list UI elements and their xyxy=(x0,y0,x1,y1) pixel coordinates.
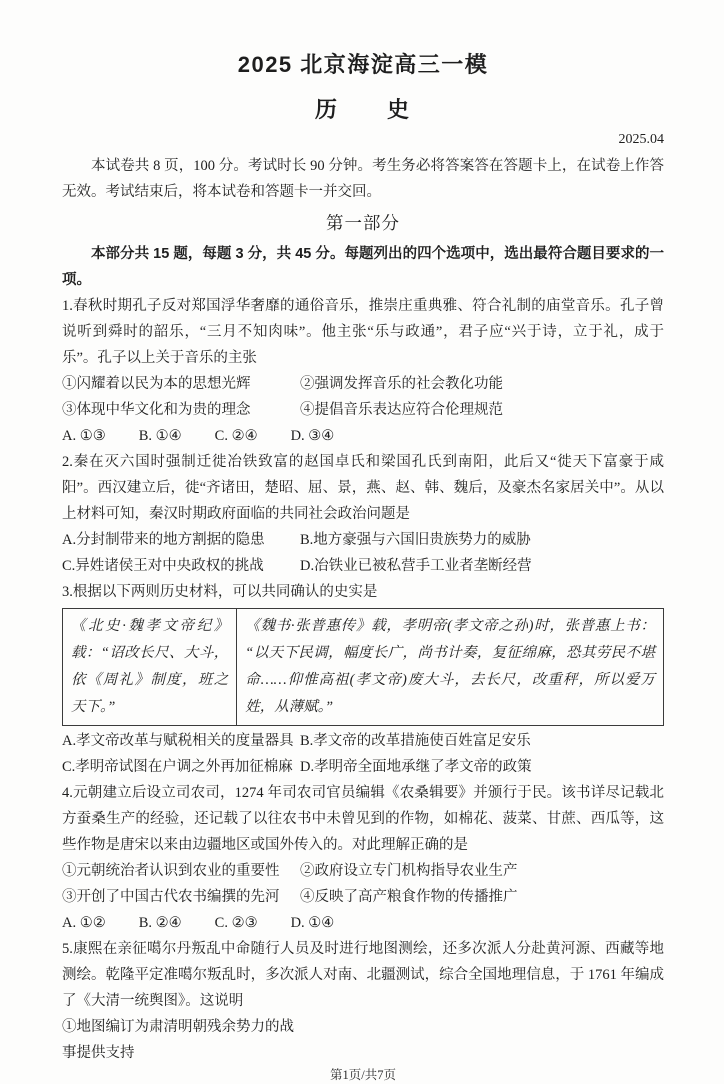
exam-note: 本试卷共 8 页，100 分。考试时长 90 分钟。考生务必将答案答在答题卡上，在试卷上作答无效。考试结束后，将本试卷和答题卡一并交回。 xyxy=(62,158,664,200)
material-table xyxy=(62,608,664,726)
choice-c: C. ②③ xyxy=(214,915,258,931)
question-4-sub-options xyxy=(62,858,664,910)
choice-d: D. ①④ xyxy=(290,915,335,931)
question-5-stem: 5.康熙在亲征噶尔丹叛乱中命随行人员及时进行地图测绘，还多次派人分赴黄河源、西藏等地测绘。乾隆平定准噶尔叛乱时，多次派人对南、北疆测试，综合全国地理信息，于 1761 年编成了《大清一统舆图》。这说明 xyxy=(62,941,664,1009)
choice-a: A.分封制带来的地方割据的隐患 xyxy=(62,532,265,548)
question-1 xyxy=(62,293,664,449)
question-3-choices xyxy=(62,728,664,780)
page-footer: 第1页/共7页 xyxy=(330,1068,396,1082)
sub-option: ②政府设立专门机构指导农业生产 xyxy=(300,863,518,879)
question-3 xyxy=(62,579,664,780)
question-2 xyxy=(62,449,664,579)
choice-d: D.冶铁业已被私营手工业者垄断经营 xyxy=(300,558,532,574)
subject-title: 历 史 xyxy=(314,97,411,122)
question-1-sub-options xyxy=(62,371,664,423)
question-4 xyxy=(62,780,664,936)
sub-option: ④反映了高产粮食作物的传播推广 xyxy=(300,889,518,905)
section-title: 第一部分 xyxy=(326,213,400,233)
question-1-choices xyxy=(62,423,664,449)
sub-option: ①闪耀着以民为本的思想光辉 xyxy=(62,376,251,392)
exam-date: 2025.04 xyxy=(618,132,664,147)
material-cell-left: 《北史·魏孝文帝纪》载：“诏改长尺、大斗，依《周礼》制度，班之天下。” xyxy=(63,609,237,726)
choice-b: B.地方豪强与六国旧贵族势力的威胁 xyxy=(300,532,531,548)
question-5 xyxy=(62,936,664,1066)
sub-option: ①元朝统治者认识到农业的重要性 xyxy=(62,863,280,879)
choice-d: D.孝明帝全面地承继了孝文帝的政策 xyxy=(300,759,532,775)
material-cell-right: 《魏书·张普惠传》载，孝明帝(孝文帝之孙)时，张普惠上书：“以天下民调，幅度长广，尚书计奏，复征绵麻，恐其劳民不堪命……仰惟高祖(孝文帝)废大斗，去长尺，改重秤，所以爱万姓，从薄赋。” xyxy=(237,609,664,726)
choice-c: C.孝明帝试图在户调之外再加征棉麻 xyxy=(62,759,293,775)
choice-b: B. ①④ xyxy=(138,428,182,444)
choice-d: D. ③④ xyxy=(290,428,335,444)
choice-a: A.孝文帝改革与赋税相关的度量器具 xyxy=(62,733,294,749)
sub-option: ③体现中华文化和为贵的理念 xyxy=(62,402,251,418)
question-5-sub-options xyxy=(62,1014,664,1066)
choice-c: C.异姓诸侯王对中央政权的挑战 xyxy=(62,558,264,574)
choice-b: B.孝文帝的改革措施使百姓富足安乐 xyxy=(300,733,531,749)
choice-a: A. ①② xyxy=(62,915,106,931)
choice-b: B. ②④ xyxy=(138,915,182,931)
choice-c: C. ②④ xyxy=(214,428,258,444)
question-4-stem: 4.元朝建立后设立司农司，1274 年司农司官员编辑《农桑辑要》并颁行于民。该书详尽记载北方蚕桑生产的经验，还记载了以往农书中未曾见到的作物，如棉花、菠菜、甘蔗、西瓜等，这些作物是唐宋以来由边疆地区或国外传入的。对此理解正确的是 xyxy=(62,785,664,853)
sub-option: ④提倡音乐表达应符合伦理规范 xyxy=(300,402,503,418)
material-table-row xyxy=(63,609,664,726)
choice-a: A. ①③ xyxy=(62,428,106,444)
question-4-choices xyxy=(62,910,664,936)
section-intro: 本部分共 15 题，每题 3 分，共 45 分。每题列出的四个选项中，选出最符合题目要求的一项。 xyxy=(62,246,664,288)
question-3-stem: 3.根据以下两则历史材料，可以共同确认的史实是 xyxy=(62,584,378,600)
sub-option: ①地图编订为肃清明朝残余势力的战事提供支持 xyxy=(62,1019,294,1061)
page-title: 2025 北京海淀高三一模 xyxy=(237,52,489,77)
sub-option: ③开创了中国古代农书编撰的先河 xyxy=(62,889,280,905)
sub-option: ②强调发挥音乐的社会教化功能 xyxy=(300,376,503,392)
question-2-stem: 2.秦在灭六国时强制迁徙冶铁致富的赵国卓氏和梁国孔氏到南阳，此后又“徙天下富豪于咸阳”。西汉建立后，徙“齐诸田，楚昭、屈、景，燕、赵、韩、魏后，及豪杰名家居关中”。从以上材料可知，秦汉时期政府面临的共同社会政治问题是 xyxy=(62,454,664,522)
question-1-stem: 1.春秋时期孔子反对郑国浮华奢靡的通俗音乐，推崇庄重典雅、符合礼制的庙堂音乐。孔子曾说听到舜时的韶乐，“三月不知肉味”。他主张“乐与政通”，君子应“兴于诗，立于礼，成于乐”。孔子以上关于音乐的主张 xyxy=(62,298,664,366)
question-2-choices xyxy=(62,527,664,579)
